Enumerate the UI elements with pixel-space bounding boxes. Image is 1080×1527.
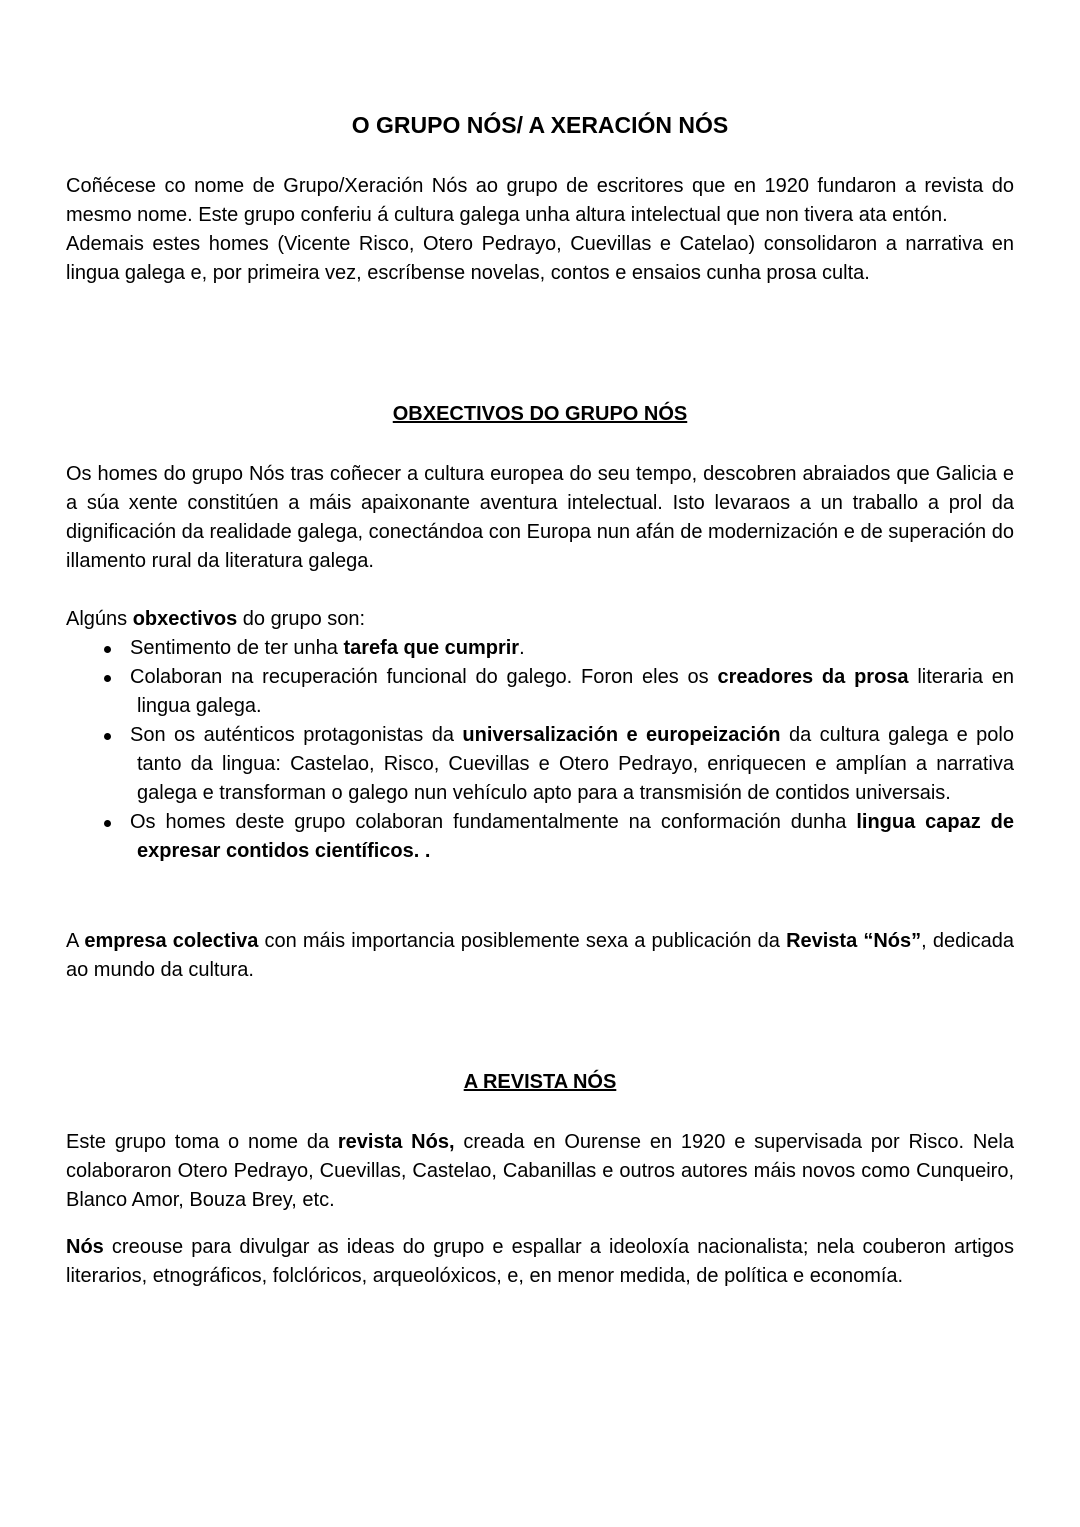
document-title: O GRUPO NÓS/ A XERACIÓN NÓS — [351, 112, 729, 138]
objectives-list — [66, 634, 1014, 866]
revista-paragraph-2: Nós creouse para divulgar as ideas do grupo e espallar a ideoloxía nacionalista; nela couberon artigos literarios, etnográficos, folclóricos, arqueolóxicos, e, en menor medida, de política e economía. — [66, 1236, 1014, 1287]
revista-paragraph-1: Este grupo toma o nome da revista Nós, creada en Ourense en 1920 e supervisada por Risco. Nela colaboraron Otero Pedrayo, Cuevillas, Castelao, Cabanillas e outros autores máis novos como Cunqueiro, Blanco Amor, Bouza Brey, etc. — [66, 1131, 1014, 1211]
intro-paragraph-2: Ademais estes homes (Vicente Risco, Otero Pedrayo, Cuevillas e Catelao) consolidaron a narrativa en lingua galega e, por primeira vez, escríbense novelas, contos e ensaios cunha prosa culta. — [66, 233, 1014, 284]
section-heading-objectives: OBXECTIVOS DO GRUPO NÓS — [392, 403, 688, 425]
intro-paragraph-1: Coñécese co nome de Grupo/Xeración Nós ao grupo de escritores que en 1920 fundaron a revista do mesmo nome. Este grupo conferiu á cultura galega unha altura intelectual que non tivera ata entón. — [66, 175, 1014, 226]
list-item: Colaboran na recuperación funcional do galego. Foron eles os creadores da prosa literaria en lingua galega. — [66, 663, 1014, 721]
list-item: Sentimento de ter unha tarefa que cumprir. — [66, 634, 1014, 663]
objectives-paragraph: Os homes do grupo Nós tras coñecer a cultura europea do seu tempo, descobren abraiados que Galicia e a súa xente constitúen a máis apaixonante aventura intelectual. Isto levaraos a un traballo a prol da dignificación da realidade galega, conectándoa con Europa nun afán de modernización e de superación do illamento rural da literatura galega. — [66, 463, 1014, 572]
objectives-list-section — [66, 605, 1014, 866]
list-item: Os homes deste grupo colaboran fundamentalmente na conformación dunha lingua capaz de expresar contidos científicos. . — [66, 808, 1014, 866]
objectives-lead: Algúns obxectivos do grupo son: — [66, 608, 366, 630]
section-heading-revista: A REVISTA NÓS — [463, 1071, 617, 1093]
intro-section — [66, 172, 1014, 288]
list-item: Son os auténticos protagonistas da universalización e europeización da cultura galega e polo tanto da lingua: Castelao, Risco, Cuevillas e Otero Pedrayo, enriquecen e amplían a narrativa galega e transforman o galego nun vehículo apto para a transmisión de contidos universais. — [66, 721, 1014, 808]
bullet-icon — [104, 675, 111, 682]
closing-paragraph: A empresa colectiva con máis importancia posiblemente sexa a publicación da Revista “Nós”, dedicada ao mundo da cultura. — [66, 930, 1015, 981]
bullet-icon — [104, 733, 111, 740]
bullet-icon — [104, 820, 111, 827]
bullet-icon — [104, 646, 111, 653]
